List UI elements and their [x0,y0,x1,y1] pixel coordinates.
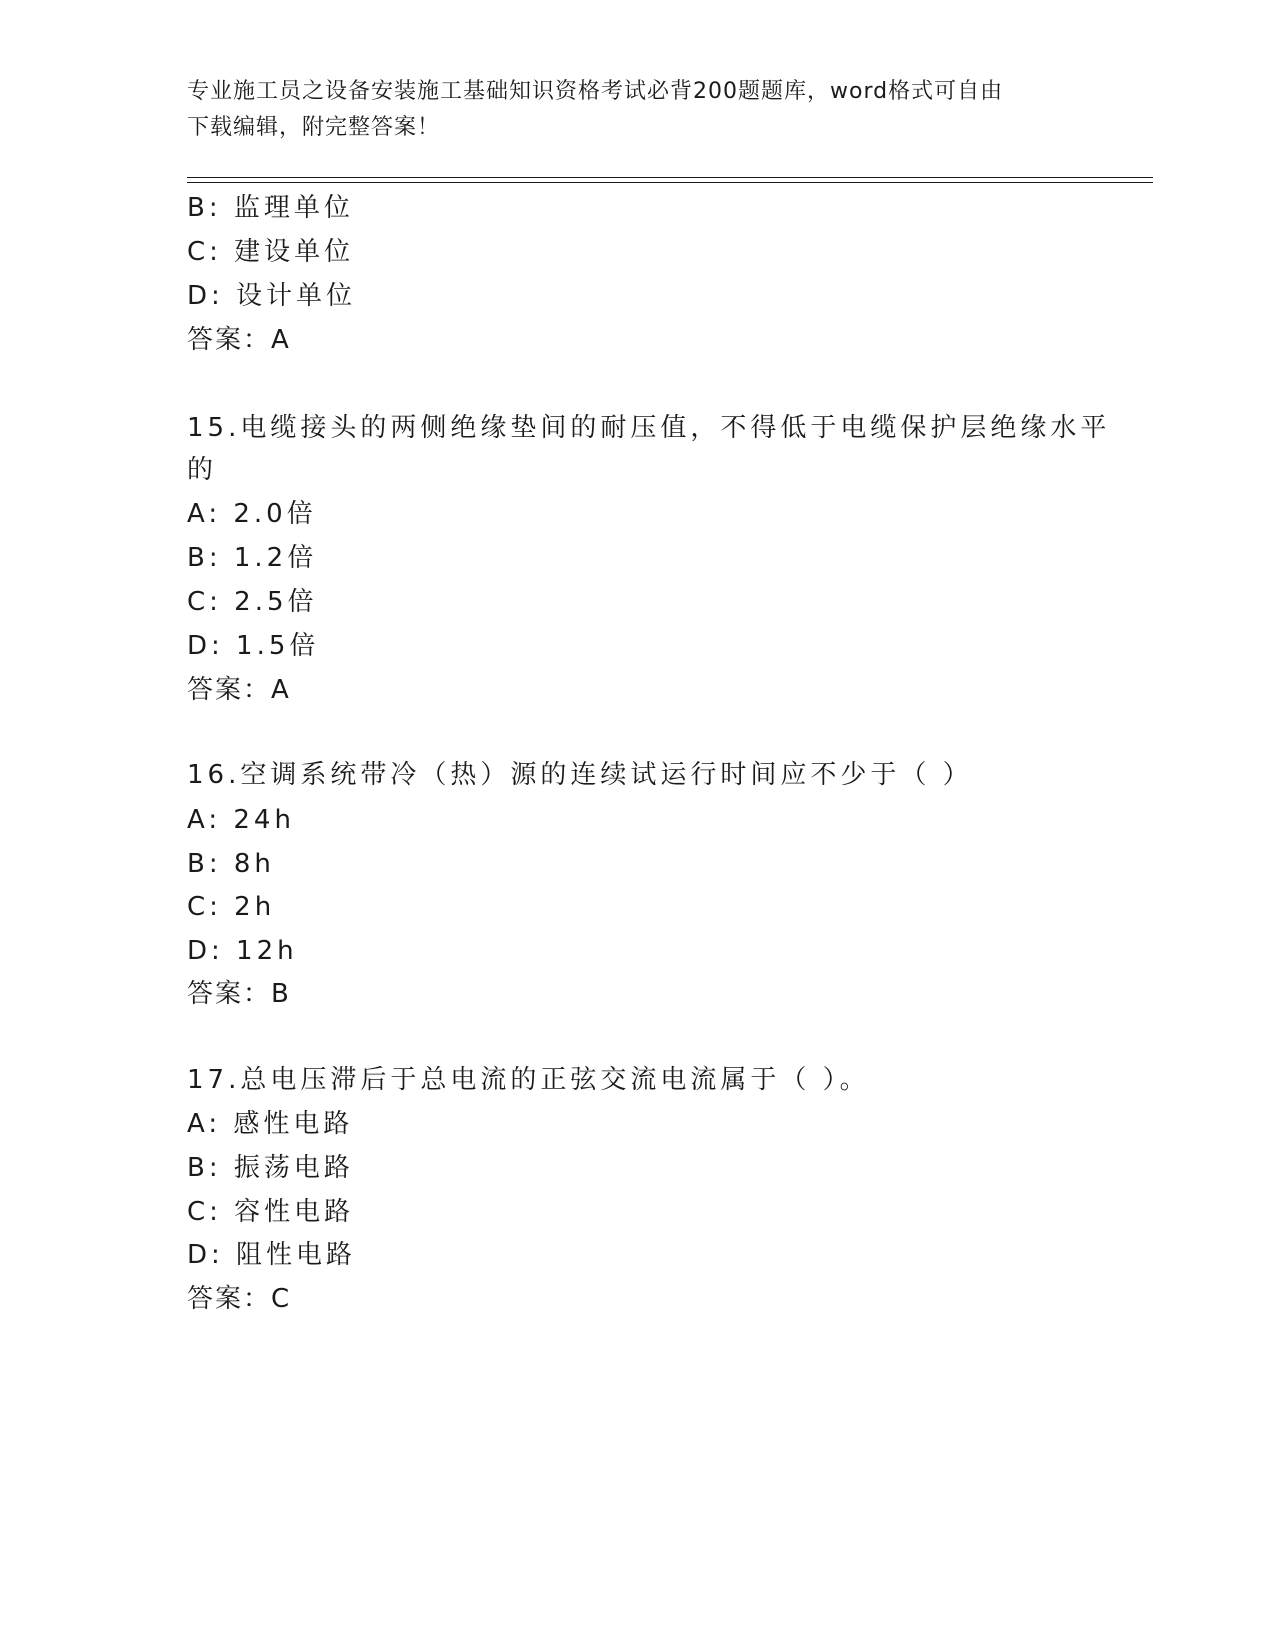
q16-option-b: B: 8h [187,849,275,879]
q16-option-c: C: 2h [187,892,276,922]
q15-option-d: D: 1.5倍 [187,631,320,661]
q17-option-a: A: 感性电路 [187,1109,354,1139]
document-header [187,74,1067,146]
q16-option-a: A: 24h [187,805,295,835]
header-divider-bottom [187,182,1153,183]
q15-question-line-2: 的 [187,455,218,485]
q15-option-a: A: 2.0倍 [187,499,317,529]
q17-option-b: B: 振荡电路 [187,1153,354,1183]
q14-answer: 答案：A [187,325,291,355]
q17-question: 17.总电压滞后于总电流的正弦交流电流属于（ ）。 [187,1065,870,1095]
header-line-1: 专业施工员之设备安装施工基础知识资格考试必背200题题库，word格式可自由 [187,79,1004,104]
header-divider-top [187,177,1153,178]
q15-answer: 答案：A [187,675,291,705]
q17-answer: 答案：C [187,1284,292,1314]
q16-question: 16.空调系统带冷（热）源的连续试运行时间应不少于（ ） [187,760,973,790]
q15-option-b: B: 1.2倍 [187,543,318,573]
q16-option-d: D: 12h [187,936,298,966]
q16-answer: 答案：B [187,979,291,1009]
q14-option-d: D: 设计单位 [187,281,357,311]
q14-option-b: B: 监理单位 [187,193,354,223]
q17-option-c: C: 容性电路 [187,1197,355,1227]
q17-option-d: D: 阻性电路 [187,1240,357,1270]
q14-option-c: C: 建设单位 [187,237,355,267]
header-line-2: 下载编辑，附完整答案！ [187,115,441,140]
q15-question-line-1: 15.电缆接头的两侧绝缘垫间的耐压值，不得低于电缆保护层绝缘水平 [187,413,1111,443]
q15-option-c: C: 2.5倍 [187,587,318,617]
